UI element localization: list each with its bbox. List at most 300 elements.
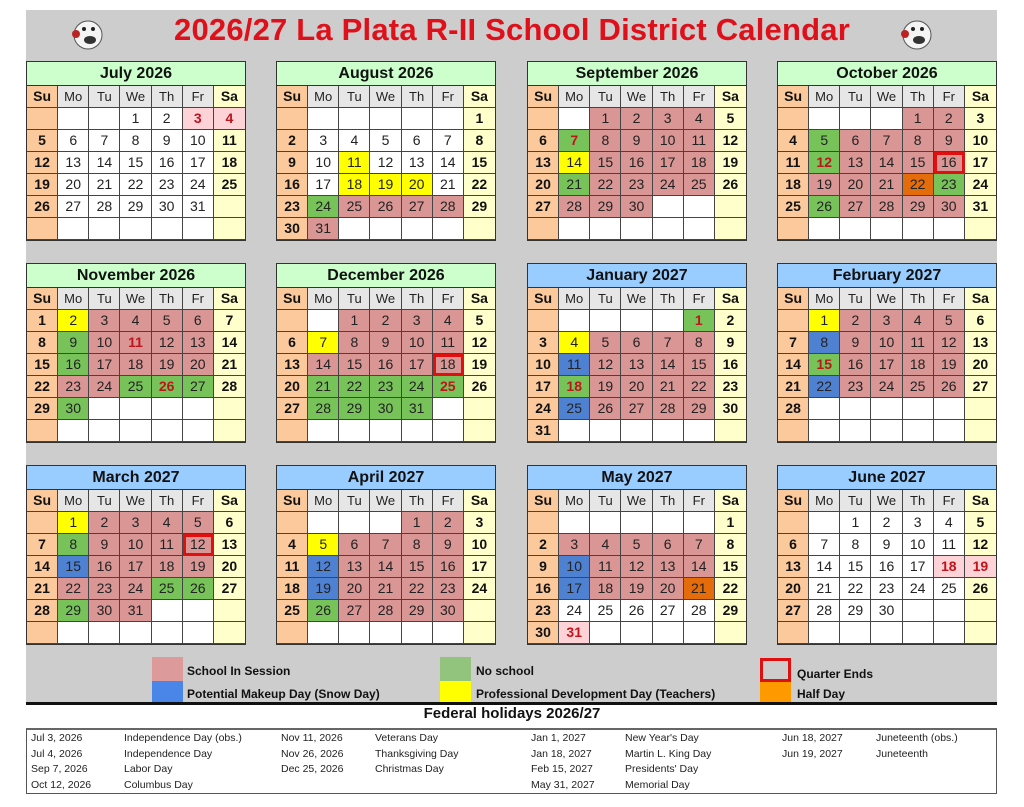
day-cell: 23 — [871, 578, 902, 600]
weekday-header: Tu — [590, 86, 621, 108]
day-cell: 22 — [58, 578, 89, 600]
day-cell: 13 — [339, 556, 370, 578]
day-cell: 3 — [965, 108, 996, 130]
empty-cell — [120, 398, 151, 420]
day-cell: 26 — [464, 376, 495, 398]
day-cell: 12 — [464, 332, 495, 354]
empty-cell — [58, 218, 89, 240]
day-cell: 30 — [528, 622, 559, 644]
weekday-header: Sa — [214, 288, 245, 310]
empty-cell — [934, 622, 965, 644]
empty-cell — [590, 512, 621, 534]
day-cell: 7 — [778, 332, 809, 354]
day-cell: 24 — [559, 600, 590, 622]
day-cell: 13 — [528, 152, 559, 174]
empty-cell — [684, 218, 715, 240]
day-cell: 11 — [903, 332, 934, 354]
empty-cell — [871, 398, 902, 420]
day-cell: 9 — [840, 332, 871, 354]
day-cell: 8 — [402, 534, 433, 556]
empty-cell — [684, 512, 715, 534]
day-cell: 4 — [120, 310, 151, 332]
weekday-header: Mo — [559, 86, 590, 108]
holiday-name: Veterans Day — [375, 732, 439, 744]
day-cell: 17 — [89, 354, 120, 376]
day-cell: 7 — [214, 310, 245, 332]
empty-cell — [339, 512, 370, 534]
day-cell: 4 — [214, 108, 245, 130]
day-cell: 7 — [89, 130, 120, 152]
weekday-header: Sa — [965, 288, 996, 310]
weekday-header: Su — [277, 86, 308, 108]
day-cell: 6 — [402, 130, 433, 152]
day-cell: 2 — [152, 108, 183, 130]
month-july — [26, 61, 246, 241]
day-cell: 9 — [871, 534, 902, 556]
weekday-header: Th — [903, 288, 934, 310]
weekday-header: We — [621, 86, 652, 108]
day-cell: 1 — [339, 310, 370, 332]
weekday-header: Fr — [934, 288, 965, 310]
day-cell: 26 — [590, 398, 621, 420]
legend-session-swatch — [152, 657, 183, 681]
weekday-header: We — [120, 86, 151, 108]
day-cell: 8 — [339, 332, 370, 354]
day-cell: 10 — [653, 130, 684, 152]
empty-cell — [840, 218, 871, 240]
day-cell: 22 — [903, 174, 934, 196]
day-cell: 17 — [903, 556, 934, 578]
day-cell: 6 — [183, 310, 214, 332]
empty-cell — [464, 218, 495, 240]
weekday-header: Tu — [89, 288, 120, 310]
empty-cell — [214, 218, 245, 240]
holiday-name: Juneteenth — [876, 747, 928, 760]
day-cell: 20 — [621, 376, 652, 398]
day-cell: 4 — [934, 512, 965, 534]
day-cell: 9 — [370, 332, 401, 354]
day-cell: 19 — [152, 354, 183, 376]
empty-cell — [559, 218, 590, 240]
day-cell: 16 — [840, 354, 871, 376]
day-cell: 23 — [277, 196, 308, 218]
holiday-date: Jul 3, 2026 — [31, 732, 83, 744]
empty-cell — [559, 108, 590, 130]
day-cell: 21 — [89, 174, 120, 196]
day-cell: 17 — [308, 174, 339, 196]
holiday-name: Independence Day (obs.) — [124, 732, 242, 744]
day-cell: 9 — [433, 534, 464, 556]
month-title: November 2026 — [27, 264, 245, 288]
day-cell: 28 — [684, 600, 715, 622]
day-cell: 22 — [464, 174, 495, 196]
empty-cell — [903, 622, 934, 644]
day-cell: 14 — [89, 152, 120, 174]
day-cell: 3 — [559, 534, 590, 556]
month-november — [26, 263, 246, 443]
day-cell: 21 — [684, 578, 715, 600]
holiday-name: Juneteenth (obs.) — [876, 732, 958, 744]
day-cell: 29 — [684, 398, 715, 420]
empty-cell — [871, 622, 902, 644]
legend-makeup-label: Potential Makeup Day (Snow Day) — [187, 687, 380, 701]
empty-cell — [684, 622, 715, 644]
day-cell: 3 — [120, 512, 151, 534]
empty-cell — [778, 420, 809, 442]
day-cell: 18 — [120, 354, 151, 376]
weekday-header: Su — [778, 490, 809, 512]
day-cell: 15 — [58, 556, 89, 578]
weekday-header: Th — [152, 86, 183, 108]
legend-quarter-label: Quarter Ends — [797, 667, 874, 681]
day-cell: 2 — [433, 512, 464, 534]
day-cell: 21 — [214, 354, 245, 376]
day-cell: 8 — [58, 534, 89, 556]
holiday-name: New Year's Day — [625, 732, 699, 744]
day-cell: 15 — [903, 152, 934, 174]
empty-cell — [339, 218, 370, 240]
day-cell: 29 — [339, 398, 370, 420]
weekday-header: Fr — [934, 490, 965, 512]
day-cell: 8 — [903, 130, 934, 152]
day-cell: 21 — [653, 376, 684, 398]
day-cell: 29 — [58, 600, 89, 622]
month-title: October 2026 — [778, 62, 996, 86]
day-cell: 15 — [840, 556, 871, 578]
day-cell: 30 — [370, 398, 401, 420]
empty-cell — [89, 218, 120, 240]
day-cell: 18 — [684, 152, 715, 174]
weekday-header: We — [621, 288, 652, 310]
day-cell: 1 — [903, 108, 934, 130]
empty-cell — [778, 218, 809, 240]
empty-cell — [214, 622, 245, 644]
empty-cell — [370, 420, 401, 442]
weekday-header: Su — [528, 86, 559, 108]
weekday-header: Th — [152, 288, 183, 310]
day-cell: 1 — [590, 108, 621, 130]
day-cell: 18 — [277, 578, 308, 600]
day-cell: 27 — [339, 600, 370, 622]
empty-cell — [715, 420, 746, 442]
holiday-date: Jan 18, 2027 — [531, 747, 592, 760]
day-cell: 24 — [871, 376, 902, 398]
empty-cell — [58, 622, 89, 644]
empty-cell — [27, 512, 58, 534]
day-cell: 7 — [370, 534, 401, 556]
weekday-header: Sa — [464, 86, 495, 108]
month-title: August 2026 — [277, 62, 495, 86]
day-cell: 25 — [433, 376, 464, 398]
empty-cell — [214, 600, 245, 622]
day-cell: 7 — [684, 534, 715, 556]
weekday-header: Tu — [339, 288, 370, 310]
weekday-header: Mo — [809, 288, 840, 310]
day-cell: 20 — [183, 354, 214, 376]
day-cell: 26 — [715, 174, 746, 196]
federal-holidays-table — [26, 728, 997, 794]
day-cell: 28 — [308, 398, 339, 420]
day-cell: 30 — [277, 218, 308, 240]
day-cell: 2 — [871, 512, 902, 534]
day-cell: 1 — [27, 310, 58, 332]
empty-cell — [965, 420, 996, 442]
weekday-header: We — [871, 86, 902, 108]
day-cell: 16 — [370, 354, 401, 376]
day-cell: 25 — [339, 196, 370, 218]
holiday-date: Jun 19, 2027 — [782, 747, 843, 760]
day-cell: 13 — [214, 534, 245, 556]
day-cell: 5 — [965, 512, 996, 534]
day-cell: 21 — [433, 174, 464, 196]
weekday-header: Mo — [308, 86, 339, 108]
empty-cell — [308, 512, 339, 534]
legend-no-school-label: No school — [476, 664, 535, 678]
weekday-header: Mo — [559, 288, 590, 310]
day-cell: 2 — [715, 310, 746, 332]
day-cell: 15 — [402, 556, 433, 578]
empty-cell — [214, 420, 245, 442]
holiday-name: Labor Day — [124, 763, 173, 775]
day-cell: 28 — [653, 398, 684, 420]
day-cell: 14 — [778, 354, 809, 376]
day-cell: 10 — [871, 332, 902, 354]
day-cell: 13 — [965, 332, 996, 354]
day-cell: 4 — [339, 130, 370, 152]
empty-cell — [152, 218, 183, 240]
month-title: June 2027 — [778, 466, 996, 490]
day-cell: 15 — [120, 152, 151, 174]
empty-cell — [653, 196, 684, 218]
empty-cell — [433, 420, 464, 442]
day-cell: 20 — [58, 174, 89, 196]
empty-cell — [653, 310, 684, 332]
empty-cell — [433, 218, 464, 240]
day-cell: 31 — [120, 600, 151, 622]
empty-cell — [559, 512, 590, 534]
day-cell: 6 — [528, 130, 559, 152]
day-cell: 16 — [934, 152, 965, 174]
day-cell: 18 — [590, 578, 621, 600]
day-cell: 4 — [903, 310, 934, 332]
weekday-header: Su — [27, 86, 58, 108]
weekday-header: Mo — [58, 86, 89, 108]
day-cell: 5 — [809, 130, 840, 152]
empty-cell — [277, 108, 308, 130]
day-cell: 23 — [433, 578, 464, 600]
holiday-date: Feb 15, 2027 — [531, 763, 593, 775]
day-cell: 12 — [308, 556, 339, 578]
day-cell: 17 — [965, 152, 996, 174]
day-cell: 6 — [840, 130, 871, 152]
day-cell: 16 — [152, 152, 183, 174]
empty-cell — [58, 108, 89, 130]
day-cell: 27 — [653, 600, 684, 622]
empty-cell — [339, 622, 370, 644]
empty-cell — [308, 420, 339, 442]
day-cell: 26 — [934, 376, 965, 398]
day-cell: 31 — [528, 420, 559, 442]
weekday-header: Fr — [684, 288, 715, 310]
day-cell: 19 — [590, 376, 621, 398]
empty-cell — [965, 600, 996, 622]
day-cell: 4 — [152, 512, 183, 534]
month-october — [777, 61, 997, 241]
weekday-header: Tu — [840, 288, 871, 310]
day-cell: 9 — [715, 332, 746, 354]
day-cell: 21 — [871, 174, 902, 196]
weekday-header: Tu — [590, 490, 621, 512]
weekday-header: We — [871, 288, 902, 310]
weekday-header: Mo — [58, 490, 89, 512]
day-cell: 8 — [590, 130, 621, 152]
day-cell: 18 — [934, 556, 965, 578]
day-cell: 4 — [590, 534, 621, 556]
day-cell: 16 — [277, 174, 308, 196]
day-cell: 29 — [27, 398, 58, 420]
day-cell: 1 — [58, 512, 89, 534]
weekday-header: Fr — [684, 86, 715, 108]
day-cell: 2 — [840, 310, 871, 332]
day-cell: 22 — [402, 578, 433, 600]
day-cell: 19 — [308, 578, 339, 600]
day-cell: 12 — [370, 152, 401, 174]
empty-cell — [528, 108, 559, 130]
empty-cell — [402, 108, 433, 130]
empty-cell — [27, 218, 58, 240]
weekday-header: Fr — [183, 288, 214, 310]
month-title: March 2027 — [27, 466, 245, 490]
holiday-name: Memorial Day — [625, 778, 690, 791]
month-august — [276, 61, 496, 241]
day-cell: 5 — [934, 310, 965, 332]
day-cell: 8 — [840, 534, 871, 556]
day-cell: 14 — [871, 152, 902, 174]
empty-cell — [277, 512, 308, 534]
month-december — [276, 263, 496, 443]
day-cell: 6 — [653, 534, 684, 556]
day-cell: 6 — [778, 534, 809, 556]
day-cell: 3 — [183, 108, 214, 130]
empty-cell — [903, 218, 934, 240]
day-cell: 26 — [809, 196, 840, 218]
day-cell: 25 — [903, 376, 934, 398]
day-cell: 23 — [621, 174, 652, 196]
empty-cell — [621, 420, 652, 442]
empty-cell — [27, 108, 58, 130]
day-cell: 5 — [715, 108, 746, 130]
legend-no-school-swatch — [440, 657, 471, 681]
holiday-name: Martin L. King Day — [625, 747, 712, 760]
day-cell: 10 — [183, 130, 214, 152]
day-cell: 7 — [433, 130, 464, 152]
day-cell: 4 — [778, 130, 809, 152]
weekday-header: Th — [653, 490, 684, 512]
holiday-date: Sep 7, 2026 — [31, 763, 88, 775]
empty-cell — [464, 600, 495, 622]
day-cell: 10 — [308, 152, 339, 174]
day-cell: 7 — [559, 130, 590, 152]
weekday-header: Fr — [183, 490, 214, 512]
weekday-header: Sa — [464, 490, 495, 512]
day-cell: 16 — [433, 556, 464, 578]
weekday-header: We — [370, 490, 401, 512]
day-cell: 21 — [809, 578, 840, 600]
day-cell: 17 — [871, 354, 902, 376]
day-cell: 8 — [809, 332, 840, 354]
day-cell: 31 — [402, 398, 433, 420]
legend-pd-label: Professional Development Day (Teachers) — [476, 687, 716, 701]
day-cell: 22 — [684, 376, 715, 398]
day-cell: 24 — [653, 174, 684, 196]
day-cell: 30 — [152, 196, 183, 218]
month-title: December 2026 — [277, 264, 495, 288]
day-cell: 28 — [871, 196, 902, 218]
day-cell: 9 — [621, 130, 652, 152]
empty-cell — [370, 108, 401, 130]
empty-cell — [653, 218, 684, 240]
day-cell: 6 — [214, 512, 245, 534]
month-june — [777, 465, 997, 645]
day-cell: 16 — [871, 556, 902, 578]
day-cell: 23 — [934, 174, 965, 196]
empty-cell — [778, 512, 809, 534]
day-cell: 19 — [809, 174, 840, 196]
day-cell: 6 — [58, 130, 89, 152]
day-cell: 30 — [89, 600, 120, 622]
day-cell: 18 — [214, 152, 245, 174]
day-cell: 21 — [778, 376, 809, 398]
empty-cell — [778, 108, 809, 130]
day-cell: 20 — [528, 174, 559, 196]
weekday-header: Th — [653, 288, 684, 310]
day-cell: 2 — [89, 512, 120, 534]
weekday-header: Mo — [58, 288, 89, 310]
day-cell: 5 — [621, 534, 652, 556]
day-cell: 13 — [621, 354, 652, 376]
day-cell: 1 — [464, 108, 495, 130]
empty-cell — [653, 420, 684, 442]
holiday-date: Jan 1, 2027 — [531, 732, 586, 744]
holiday-date: Jun 18, 2027 — [782, 732, 843, 744]
day-cell: 10 — [528, 354, 559, 376]
day-cell: 11 — [934, 534, 965, 556]
day-cell: 2 — [528, 534, 559, 556]
empty-cell — [621, 218, 652, 240]
day-cell: 25 — [152, 578, 183, 600]
empty-cell — [370, 218, 401, 240]
empty-cell — [370, 512, 401, 534]
weekday-header: Tu — [89, 490, 120, 512]
day-cell: 29 — [840, 600, 871, 622]
empty-cell — [590, 420, 621, 442]
day-cell: 14 — [809, 556, 840, 578]
day-cell: 15 — [464, 152, 495, 174]
day-cell: 28 — [214, 376, 245, 398]
day-cell: 7 — [871, 130, 902, 152]
empty-cell — [120, 420, 151, 442]
day-cell: 5 — [308, 534, 339, 556]
day-cell: 3 — [903, 512, 934, 534]
day-cell: 31 — [559, 622, 590, 644]
weekday-header: Th — [653, 86, 684, 108]
empty-cell — [464, 398, 495, 420]
day-cell: 17 — [559, 578, 590, 600]
day-cell: 25 — [120, 376, 151, 398]
empty-cell — [433, 398, 464, 420]
day-cell: 24 — [402, 376, 433, 398]
weekday-header: Su — [528, 288, 559, 310]
